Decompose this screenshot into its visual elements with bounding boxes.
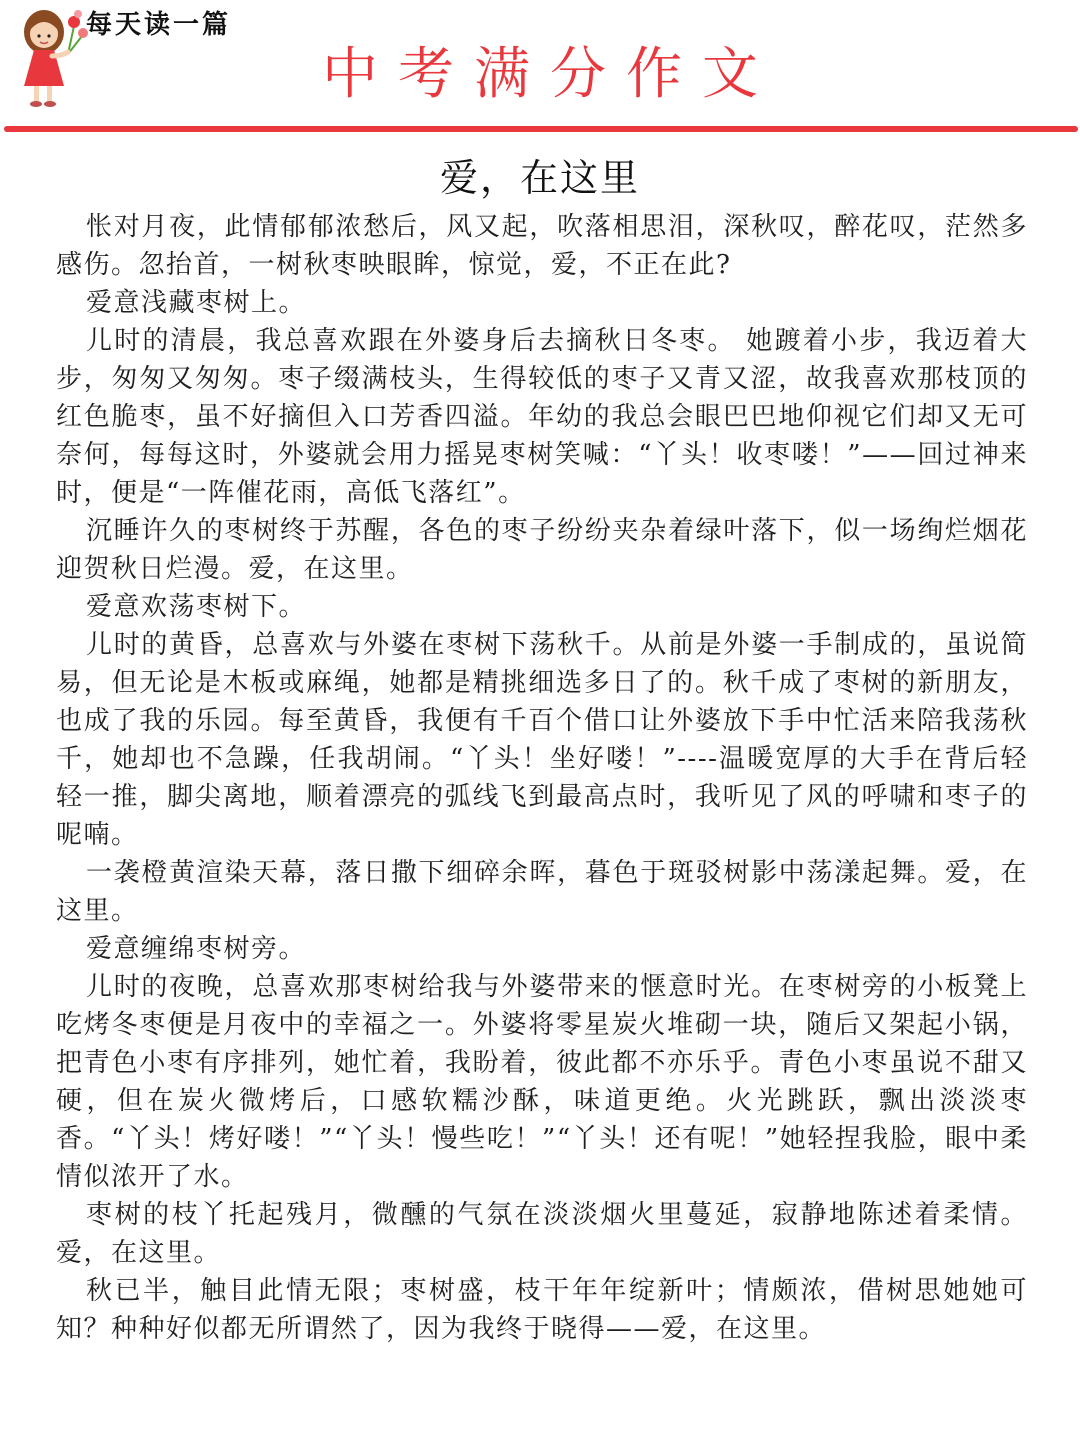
essay-paragraph: 儿时的夜晚，总喜欢那枣树给我与外婆带来的惬意时光。在枣树旁的小板凳上吃烤冬枣便是月夜中的幸福之一。外婆将零星炭火堆砌一块，随后又架起小锅，把青色小枣有序排列，她忙着，我盼着，彼此都不亦乐乎。青色小枣虽说不甜又硬，但在炭火微烤后，口感软糯沙酥，味道更绝。火光跳跃，飘出淡淡枣香。“丫头！烤好喽！”“丫头！慢些吃！”“丫头！还有呢！”她轻捏我脸，眼中柔情似浓开了水。 [56, 972, 1028, 1192]
tagline: 每天读一篇 [86, 10, 232, 40]
essay-paragraph: 怅对月夜，此情郁郁浓愁后，风又起，吹落相思泪，深秋叹，醉花叹，茫然多感伤。忽抬首，一树秋枣映眼眸，惊觉，爱，不正在此? [56, 212, 1028, 280]
page-header [0, 0, 1080, 135]
essay-paragraph: 枣树的枝丫托起残月，微醺的气氛在淡淡烟火里蔓延，寂静地陈述着柔情。爱，在这里。 [56, 1200, 1028, 1268]
girl-with-flower-icon [18, 6, 90, 110]
essay-paragraph: 沉睡许久的枣树终于苏醒，各色的枣子纷纷夹杂着绿叶落下，似一场绚烂烟花迎贺秋日烂漫。爱，在这里。 [56, 516, 1028, 584]
essay-paragraph: 秋已半，触目此情无限；枣树盛，枝干年年绽新叶；情颇浓，借树思她她可知？种种好似都无所谓然了，因为我终于晓得——爱，在这里。 [56, 1276, 1028, 1344]
essay-paragraph: 儿时的清晨，我总喜欢跟在外婆身后去摘秋日冬枣。 她踱着小步，我迈着大步，匆匆又匆匆。枣子缀满枝头，生得较低的枣子又青又涩，故我喜欢那枝顶的红色脆枣，虽不好摘但入口芳香四溢。年幼的我总会眼巴巴地仰视它们却又无可奈何，每每这时，外婆就会用力摇晃枣树笑喊：“丫头！收枣喽！”——回过神来时，便是“一阵催花雨，高低飞落红”。 [56, 326, 1028, 508]
essay-body [56, 208, 1028, 1348]
essay-paragraph: 儿时的黄昏，总喜欢与外婆在枣树下荡秋千。从前是外婆一手制成的，虽说简易，但无论是木板或麻绳，她都是精挑细选多日了的。秋千成了枣树的新朋友，也成了我的乐园。每至黄昏，我便有千百个借口让外婆放下手中忙活来陪我荡秋千，她却也不急躁，任我胡闹。“丫头！坐好喽！”----温暖宽厚的大手在背后轻轻一推，脚尖离地，顺着漂亮的弧线飞到最高点时，我听见了风的呼啸和枣子的呢喃。 [56, 630, 1028, 850]
essay-paragraph: 爱意浅藏枣树上。 [86, 288, 307, 318]
essay-paragraph: 爱意缠绵枣树旁。 [86, 934, 307, 964]
essay-paragraph: 一袭橙黄渲染天幕，落日撒下细碎余晖，暮色于斑驳树影中荡漾起舞。爱，在这里。 [56, 858, 1028, 926]
essay-paragraph: 爱意欢荡枣树下。 [86, 592, 307, 622]
divider [4, 126, 1078, 132]
essay-title: 爱，在这里 [439, 156, 640, 200]
page-title: 中考满分作文 [322, 42, 778, 107]
